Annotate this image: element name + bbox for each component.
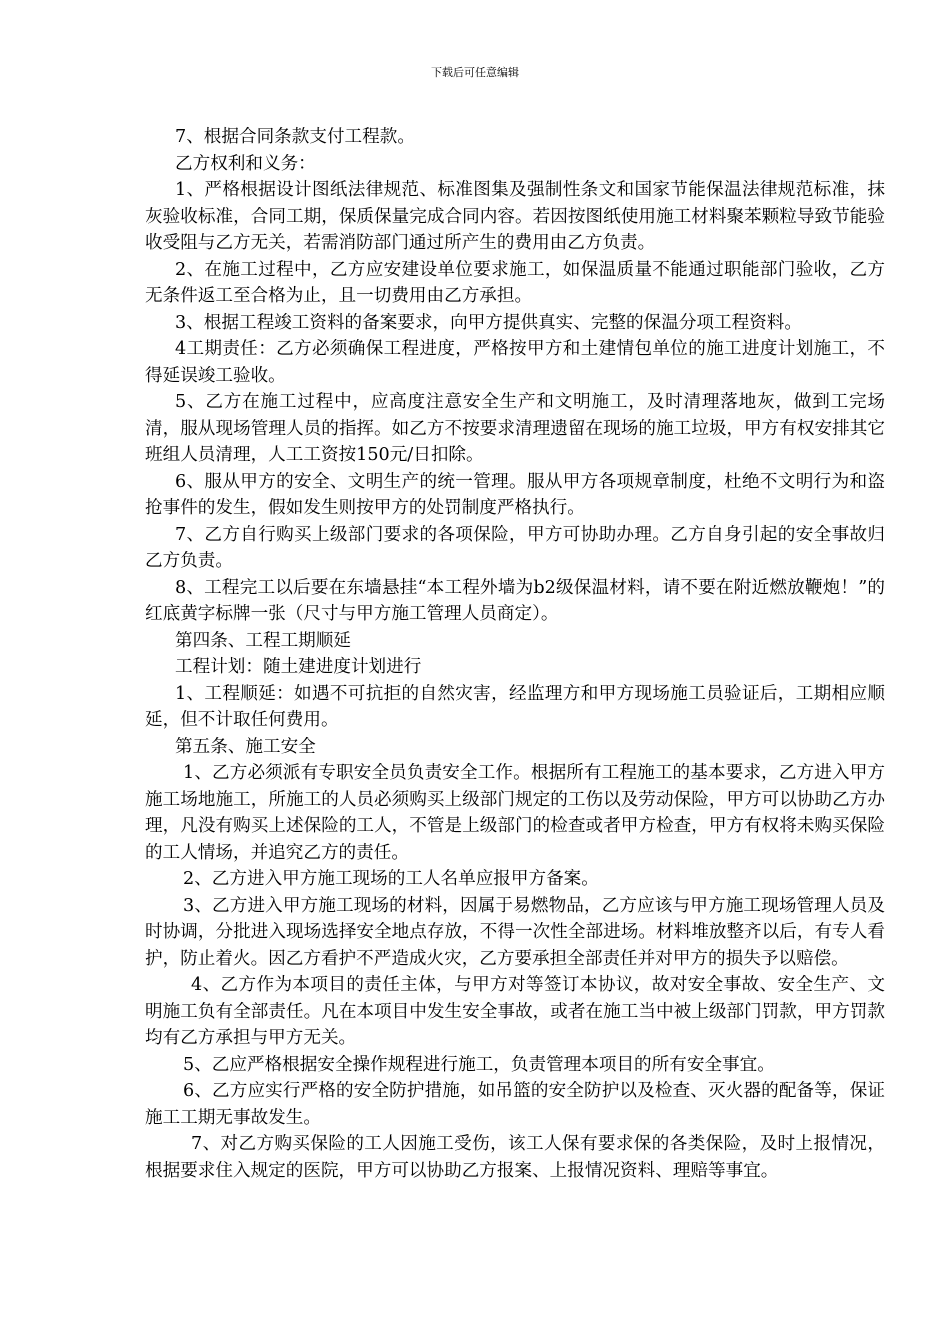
paragraph: 1、工程顺延：如遇不可抗拒的自然灾害，经监理方和甲方现场施工员验证后，工期相应顺延，但不计取任何费用。 [145, 683, 885, 730]
paragraph: 6、乙方应实行严格的安全防护措施，如吊篮的安全防护以及检查、灭火器的配备等，保证施工工期无事故发生。 [145, 1081, 885, 1128]
paragraph: 1、严格根据设计图纸法律规范、标准图集及强制性条文和国家节能保温法律规范标准，抹灰验收标准，合同工期，保质保量完成合同内容。若因按图纸使用施工材料聚苯颗粒导致节能验收受阻与乙方无关，若需消防部门通过所产生的费用由乙方负责。 [145, 180, 885, 253]
document-body [145, 124, 885, 1184]
paragraph: 8、工程完工以后要在东墙悬挂“本工程外墙为b2级保温材料，请不要在附近燃放鞭炮！”的红底黄字标牌一张（尺寸与甲方施工管理人员商定）。 [145, 577, 885, 624]
paragraph: 2、乙方进入甲方施工现场的工人名单应报甲方备案。 [183, 869, 599, 889]
paragraph: 3、根据工程竣工资料的备案要求，向甲方提供真实、完整的保温分项工程资料。 [175, 312, 802, 333]
section-heading: 第四条、工程工期顺延 [175, 630, 351, 651]
paragraph: 4、乙方作为本项目的责任主体，与甲方对等签订本协议，故对安全事故、安全生产、文明施工负有全部责任。凡在本项目中发生安全事故，或者在施工当中被上级部门罚款，甲方罚款均有乙方承担与甲方无关。 [145, 975, 885, 1048]
paragraph: 5、乙应严格根据安全操作规程进行施工，负责管理本项目的所有安全事宜。 [183, 1054, 775, 1075]
page-header: 下载后可任意编辑 [431, 66, 519, 79]
paragraph: 4工期责任：乙方必须确保工程进度，严格按甲方和土建情包单位的施工进度计划施工，不得延误竣工验收。 [145, 339, 885, 386]
paragraph: 7、根据合同条款支付工程款。 [175, 127, 415, 147]
paragraph: 7、乙方自行购买上级部门要求的各项保险，甲方可协助办理。乙方自身引起的安全事故归乙方负责。 [145, 524, 885, 571]
section-heading: 第五条、施工安全 [175, 736, 316, 757]
paragraph: 5、乙方在施工过程中，应高度注意安全生产和文明施工，及时清理落地灰，做到工完场清，服从现场管理人员的指挥。如乙方不按要求清理遗留在现场的施工垃圾，甲方有权安排其它班组人员清理，人工工资按150元/日扣除。 [145, 392, 885, 465]
paragraph: 2、在施工过程中，乙方应安建设单位要求施工，如保温质量不能通过职能部门验收，乙方无条件返工至合格为止，且一切费用由乙方承担。 [145, 259, 885, 306]
paragraph: 6、服从甲方的安全、文明生产的统一管理。服从甲方各项规章制度，杜绝不文明行为和盗抢事件的发生，假如发生则按甲方的处罚制度严格执行。 [145, 471, 885, 518]
paragraph: 1、乙方必须派有专职安全员负责安全工作。根据所有工程施工的基本要求，乙方进入甲方施工场地施工，所施工的人员必须购买上级部门规定的工伤以及劳动保险，甲方可以协助乙方办理，凡没有购买上述保险的工人，不管是上级部门的检查或者甲方检查，甲方有权将未购买保险的工人情场，并追究乙方的责任。 [145, 763, 885, 863]
paragraph: 乙方权利和义务： [175, 153, 316, 174]
paragraph: 3、乙方进入甲方施工现场的材料，因属于易燃物品，乙方应该与甲方施工现场管理人员及时协调，分批进入现场选择安全地点存放，不得一次性全部进场。材料堆放整齐以后，有专人看护，防止着火。因乙方看护不严造成火灾，乙方要承担全部责任并对甲方的损失予以赔偿。 [145, 895, 885, 969]
paragraph: 7、对乙方购买保险的工人因施工受伤，该工人保有要求保的各类保险，及时上报情况，根据要求住入规定的医院，甲方可以协助乙方报案、上报情况资料、理赔等事宜。 [145, 1134, 885, 1181]
paragraph: 工程计划：随土建进度计划进行 [175, 657, 422, 677]
